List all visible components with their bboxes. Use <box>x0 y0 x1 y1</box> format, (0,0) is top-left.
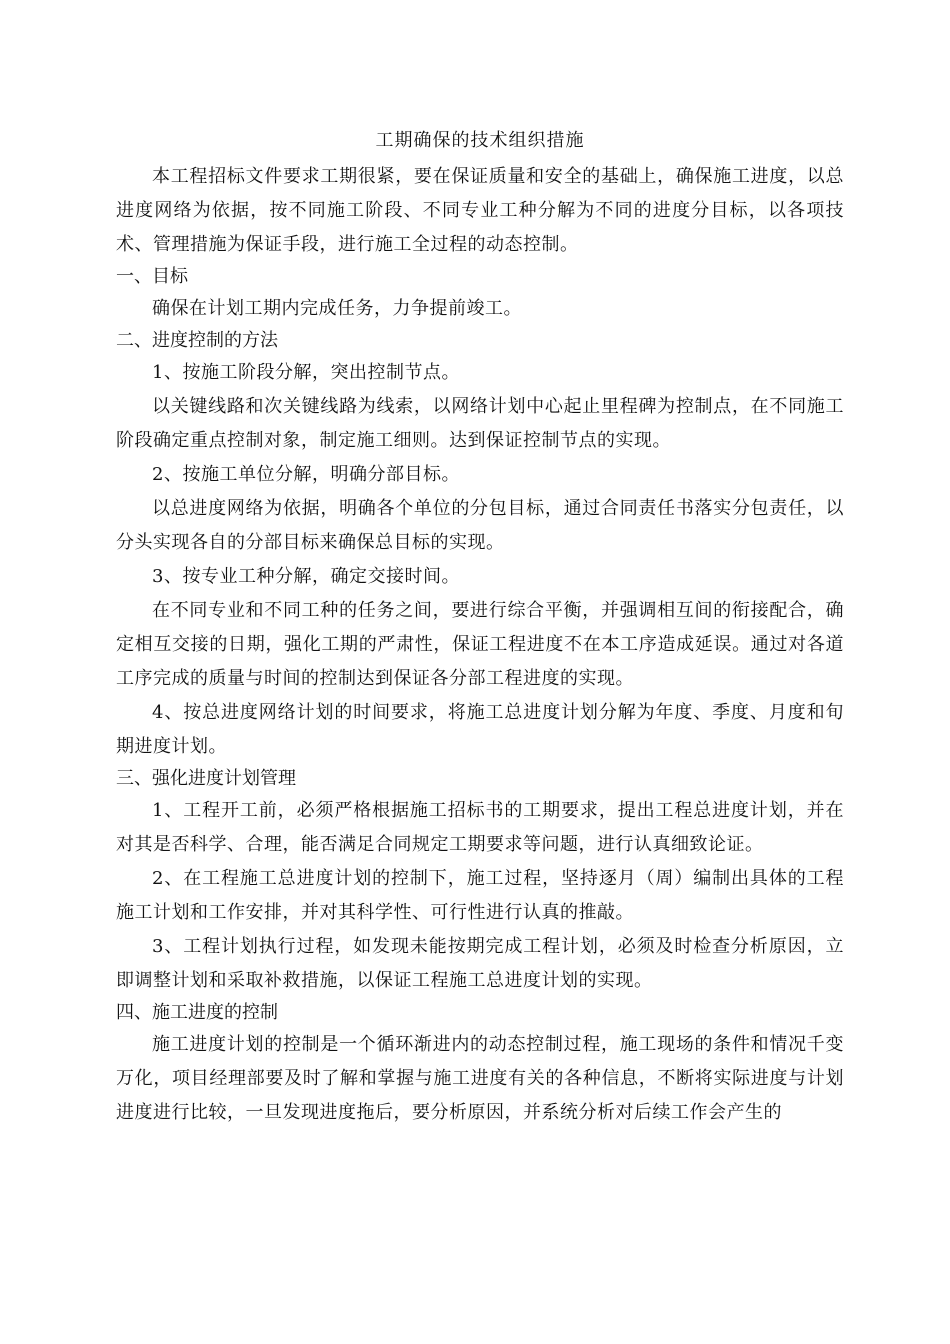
paragraph: 2、在工程施工总进度计划的控制下，施工过程，坚持逐月（周）编制出具体的工程施工计划和工作安排，并对其科学性、可行性进行认真的推敲。 <box>116 868 844 923</box>
section-heading-goal: 一、目标 <box>116 266 188 287</box>
section-heading-construction-progress-control: 四、施工进度的控制 <box>116 1002 278 1023</box>
document-title: 工期确保的技术组织措施 <box>375 130 585 151</box>
paragraph: 在不同专业和不同工种的任务之间，要进行综合平衡，并强调相互间的衔接配合，确定相互交接的日期，强化工期的严肃性，保证工程进度不在本工序造成延误。通过对各道工序完成的质量与时间的控制达到保证各分部工程进度的实现。 <box>116 600 844 689</box>
section-heading-schedule-plan-management: 三、强化进度计划管理 <box>116 768 296 789</box>
paragraph: 4、按总进度网络计划的时间要求，将施工总进度计划分解为年度、季度、月度和旬期进度计划。 <box>116 702 844 757</box>
paragraph: 施工进度计划的控制是一个循环渐进内的动态控制过程，施工现场的条件和情况千变万化，项目经理部要及时了解和掌握与施工进度有关的各种信息，不断将实际进度与计划进度进行比较，一旦发现进度拖后，要分析原因，并系统分析对后续工作会产生的 <box>116 1034 844 1123</box>
paragraph: 以关键线路和次关键线路为线索，以网络计划中心起止里程碑为控制点，在不同施工阶段确定重点控制对象，制定施工细则。达到保证控制节点的实现。 <box>116 396 844 451</box>
paragraph: 2、按施工单位分解，明确分部目标。 <box>152 464 460 485</box>
paragraph: 1、按施工阶段分解，突出控制节点。 <box>152 362 460 383</box>
document-page <box>116 124 844 1130</box>
paragraph: 3、按专业工种分解，确定交接时间。 <box>152 566 460 587</box>
section-heading-schedule-control-methods: 二、进度控制的方法 <box>116 330 278 351</box>
paragraph: 3、工程计划执行过程，如发现未能按期完成工程计划，必须及时检查分析原因，立即调整计划和采取补救措施，以保证工程施工总进度计划的实现。 <box>116 936 844 991</box>
paragraph: 确保在计划工期内完成任务，力争提前竣工。 <box>152 298 522 319</box>
intro-paragraph: 本工程招标文件要求工期很紧，要在保证质量和安全的基础上，确保施工进度，以总进度网络为依据，按不同施工阶段、不同专业工种分解为不同的进度分目标，以各项技术、管理措施为保证手段，进行施工全过程的动态控制。 <box>116 166 844 255</box>
paragraph: 1、工程开工前，必须严格根据施工招标书的工期要求，提出工程总进度计划，并在对其是否科学、合理，能否满足合同规定工期要求等问题，进行认真细致论证。 <box>116 800 844 855</box>
paragraph: 以总进度网络为依据，明确各个单位的分包目标，通过合同责任书落实分包责任，以分头实现各自的分部目标来确保总目标的实现。 <box>116 498 844 553</box>
